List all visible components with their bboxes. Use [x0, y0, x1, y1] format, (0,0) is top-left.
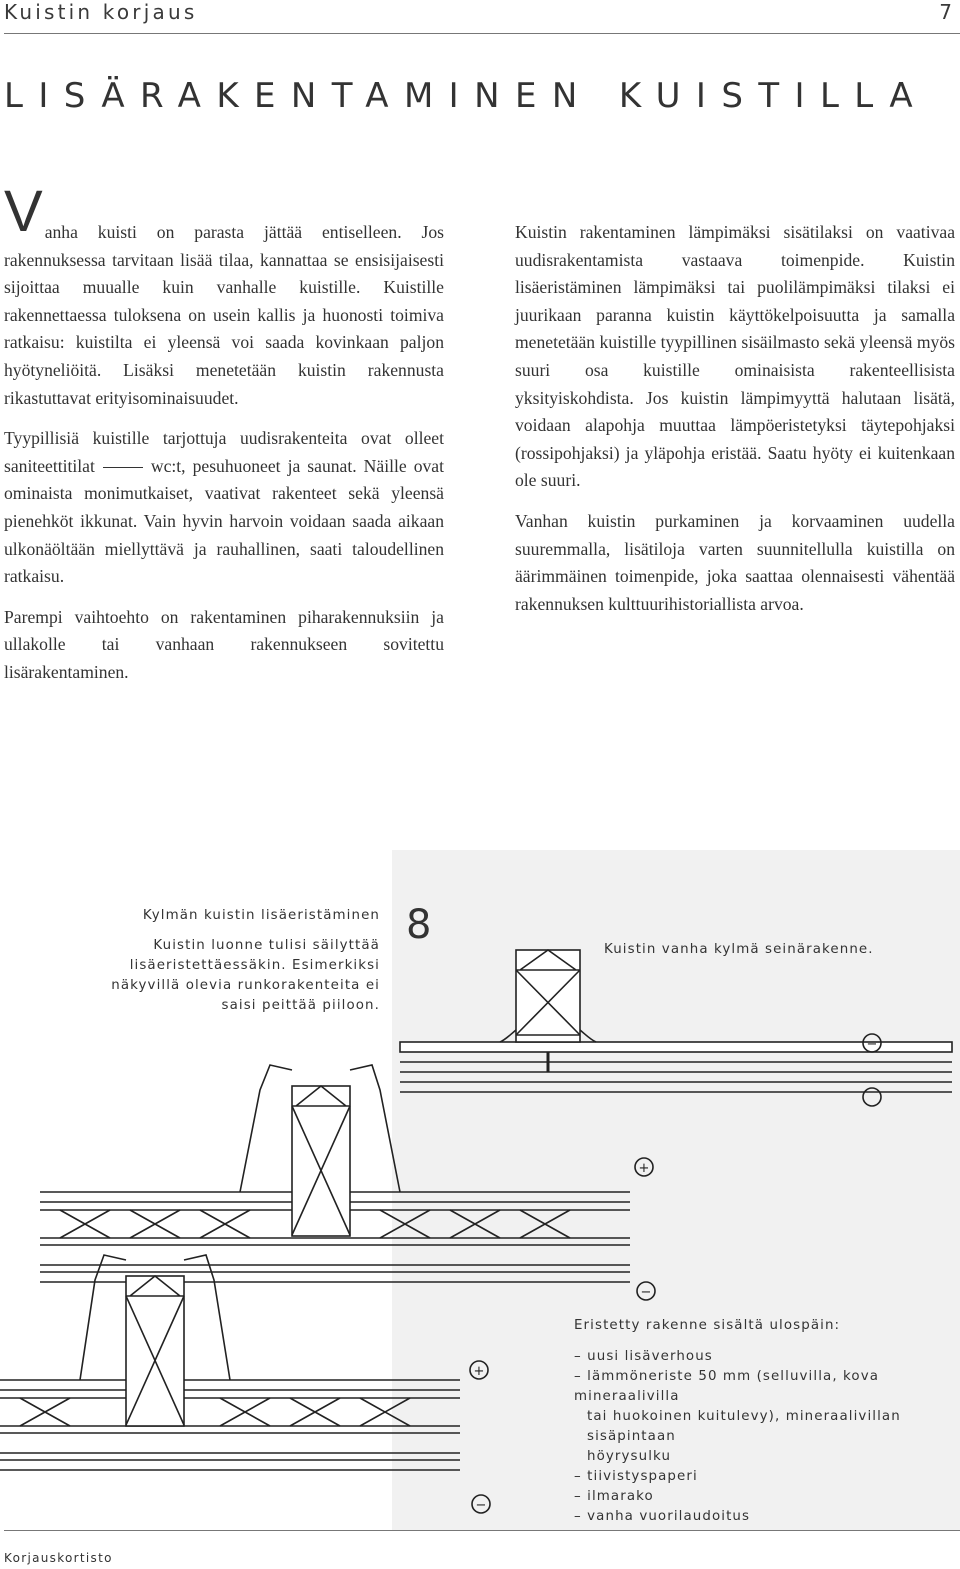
- plus-glyph-2: +: [473, 1364, 485, 1379]
- minus-glyph-2: −: [640, 1285, 652, 1300]
- section-title: LISÄRAKENTAMINEN KUISTILLA: [4, 76, 929, 116]
- left-caption-line: lisäeristettäessäkin. Esimerkiksi: [129, 958, 380, 973]
- right-column: [515, 219, 955, 631]
- left-caption-title: Kylmän kuistin lisäeristäminen: [142, 908, 380, 923]
- list-item-text: – uusi lisäverhous: [574, 1349, 713, 1364]
- left-paragraph-3: Parempi vaihtoehto on rakentaminen piharakennuksiin ja ullakolle tai vanhaan rakennukseen sovitettu lisärakentaminen.: [4, 606, 444, 682]
- drop-cap: V: [4, 179, 43, 244]
- figure-8: [0, 850, 960, 1530]
- tilde-symbol: [863, 1088, 881, 1106]
- page-number: 7: [939, 0, 952, 24]
- list-item: [574, 1347, 960, 1367]
- em-dash: [103, 467, 143, 468]
- left-column: [4, 179, 444, 700]
- left-caption-line: Kuistin luonne tulisi säilyttää: [153, 938, 380, 953]
- footer-text: Korjauskortisto: [4, 1551, 113, 1565]
- left-paragraph-2-end: wc:t, pesuhuoneet ja saunat. Näille ovat ominaista monimutkaiset, vaativat rakenteet sekä yleensä pienehköt ikkunat. Vain hyvin harvoin voidaan saada aikaan ulkonäöltään miellyttävä ja rauhallinen, saati taloudellinen ratkaisu.: [4, 455, 444, 587]
- right-paragraph-2: Vanhan kuistin purkaminen ja korvaaminen uudella suuremmalla, lisätiloja varten suunnitellulla kuistilla on äärimmäinen toimenpide, joka saattaa olennaisesti vähentää rakennuksen kulttuurihistoriallista arvoa.: [515, 510, 955, 614]
- list-item-text: – tiivistyspaperi: [574, 1469, 698, 1484]
- footer-rule: [4, 1530, 960, 1531]
- minus-glyph-1: −: [866, 1037, 878, 1052]
- header-rule: [4, 33, 960, 34]
- insulated-structure-title: Eristetty rakenne sisältä ulospäin:: [574, 1318, 841, 1333]
- list-item-continuation: tai huokoinen kuitulevy), mineraalivillan sisäpintaan: [587, 1409, 901, 1444]
- list-item: [574, 1507, 960, 1527]
- left-caption-line: näkyvillä olevia runkorakenteita ei: [111, 978, 380, 993]
- list-item: [574, 1487, 960, 1507]
- left-paragraph-1: [4, 179, 444, 412]
- header-title: Kuistin korjaus: [4, 0, 198, 24]
- left-caption-line: saisi peittää piiloon.: [221, 998, 380, 1013]
- left-paragraph-1-text: anha kuisti on parasta jättää entiselleen. Jos rakennuksessa tarvitaan lisää tilaa, kannattaa se ensisijaisesti sijoittaa muualle kuin vanhalle kuistille. Kuistille rakennettaessa tuloksena on usein kallis ja huonosti toimiva ratkaisu: kuistilta ei yleensä voi saada kovinkaan paljon hyötyneliöitä. Lisäksi menetetään kuistin rakennusta rikastuttavat erityisominaisuudet.: [4, 222, 444, 408]
- minus-glyph-3: −: [475, 1498, 487, 1513]
- list-item-text: – vanha vuorilaudoitus: [574, 1509, 751, 1524]
- insulated-structure-list: [574, 1347, 960, 1527]
- list-item-text: – lämmöneriste 50 mm (selluvilla, kova mineraalivilla: [574, 1369, 880, 1404]
- list-item-text: – ilmarako: [574, 1489, 654, 1504]
- figure-number: 8: [406, 902, 432, 948]
- list-item: [574, 1467, 960, 1487]
- lower-wall-drawing: [0, 1255, 460, 1470]
- right-paragraph-1: Kuistin rakentaminen lämpimäksi sisätilaksi on vaativaa uudisrakentamista vastaava toimenpide. Kuistin lisäeristäminen lämpimäksi tai puolilämpimäksi tilaksi ei juurikaan paranna kuistin käyttökelpoisuutta ja samalla menetetään kuistille tyypillinen sisäilmasto sekä yleensä myös suuri osa kuistille ominaisista rakenteellisista yksityiskohdista. Jos kuistin lämpimyyttä halutaan lisätä, voidaan alapohja muuttaa lämpöeristetyksi täytepohjaksi (rossipohjaksi) ja yläpohja eristää. Saatu hyöty ei kuitenkaan ole suuri.: [515, 222, 955, 491]
- old-wall-drawing: [400, 950, 952, 1092]
- list-item: [574, 1367, 960, 1467]
- list-item-continuation: höyrysulku: [587, 1449, 672, 1464]
- right-caption: Kuistin vanha kylmä seinärakenne.: [604, 942, 874, 957]
- left-paragraph-2-start: Tyypillisiä kuistille tarjottuja uudisrakenteita ovat olleet saniteettitilat: [4, 428, 444, 476]
- left-caption-body: [60, 936, 380, 1016]
- plus-glyph-1: +: [638, 1161, 650, 1176]
- left-paragraph-2: [4, 425, 444, 591]
